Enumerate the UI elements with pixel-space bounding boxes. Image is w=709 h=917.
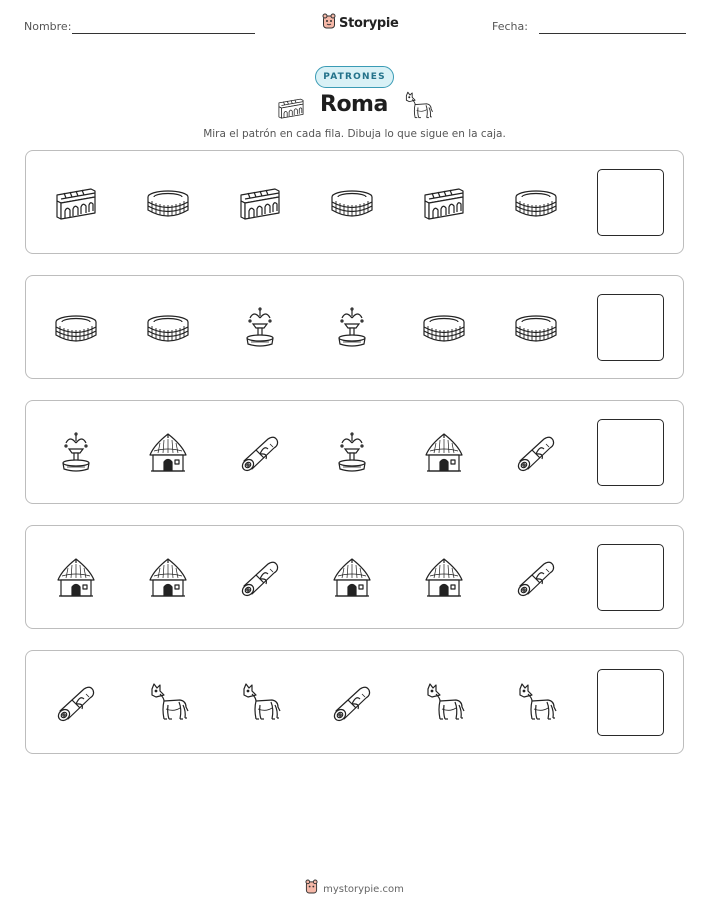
hut-icon: [422, 556, 466, 600]
hut-icon: [422, 431, 466, 475]
pattern-row: [25, 150, 684, 254]
wolf-icon: [401, 90, 435, 127]
fountain-icon: [238, 306, 282, 350]
date-label: Fecha:: [492, 20, 528, 33]
instructions: Mira el patrón en cada fila. Dibuja lo que sigue en la caja.: [203, 128, 506, 140]
aqueduct-icon: [422, 181, 466, 225]
answer-box[interactable]: [597, 669, 664, 736]
footer: [0, 879, 709, 899]
footer-url[interactable]: mystorypie.com: [323, 883, 404, 895]
answer-box[interactable]: [597, 294, 664, 361]
colosseum-icon: [330, 181, 374, 225]
hut-icon: [146, 431, 190, 475]
colosseum-icon: [514, 306, 558, 350]
name-label: Nombre:: [24, 20, 72, 33]
pattern-row: [25, 650, 684, 754]
answer-box[interactable]: [597, 419, 664, 486]
scroll-icon: [238, 431, 282, 475]
hut-icon: [146, 556, 190, 600]
fountain-icon: [54, 431, 98, 475]
name-field[interactable]: [72, 33, 255, 34]
hut-icon: [330, 556, 374, 600]
colosseum-icon: [422, 306, 466, 350]
pattern-row: [25, 275, 684, 379]
aqueduct-icon: [238, 181, 282, 225]
pattern-row: [25, 400, 684, 504]
brand-name: Storypie: [339, 16, 399, 31]
colosseum-icon: [146, 181, 190, 225]
wolf-icon: [514, 681, 558, 725]
aqueduct-icon: [274, 94, 308, 127]
fountain-icon: [330, 431, 374, 475]
hut-icon: [54, 556, 98, 600]
page-title: Roma: [320, 92, 388, 117]
colosseum-icon: [146, 306, 190, 350]
storypie-mascot-icon: [322, 13, 336, 34]
scroll-icon: [238, 556, 282, 600]
colosseum-icon: [514, 181, 558, 225]
fountain-icon: [330, 306, 374, 350]
storypie-mascot-icon: [305, 879, 318, 899]
scroll-icon: [514, 431, 558, 475]
date-field[interactable]: [539, 33, 686, 34]
wolf-icon: [146, 681, 190, 725]
scroll-icon: [514, 556, 558, 600]
wolf-icon: [238, 681, 282, 725]
title-row: [0, 90, 709, 124]
pattern-row: [25, 525, 684, 629]
aqueduct-icon: [54, 181, 98, 225]
answer-box[interactable]: [597, 169, 664, 236]
scroll-icon: [54, 681, 98, 725]
colosseum-icon: [54, 306, 98, 350]
brand-logo: [322, 13, 399, 34]
answer-box[interactable]: [597, 544, 664, 611]
category-badge: PATRONES: [315, 66, 394, 88]
scroll-icon: [330, 681, 374, 725]
wolf-icon: [422, 681, 466, 725]
